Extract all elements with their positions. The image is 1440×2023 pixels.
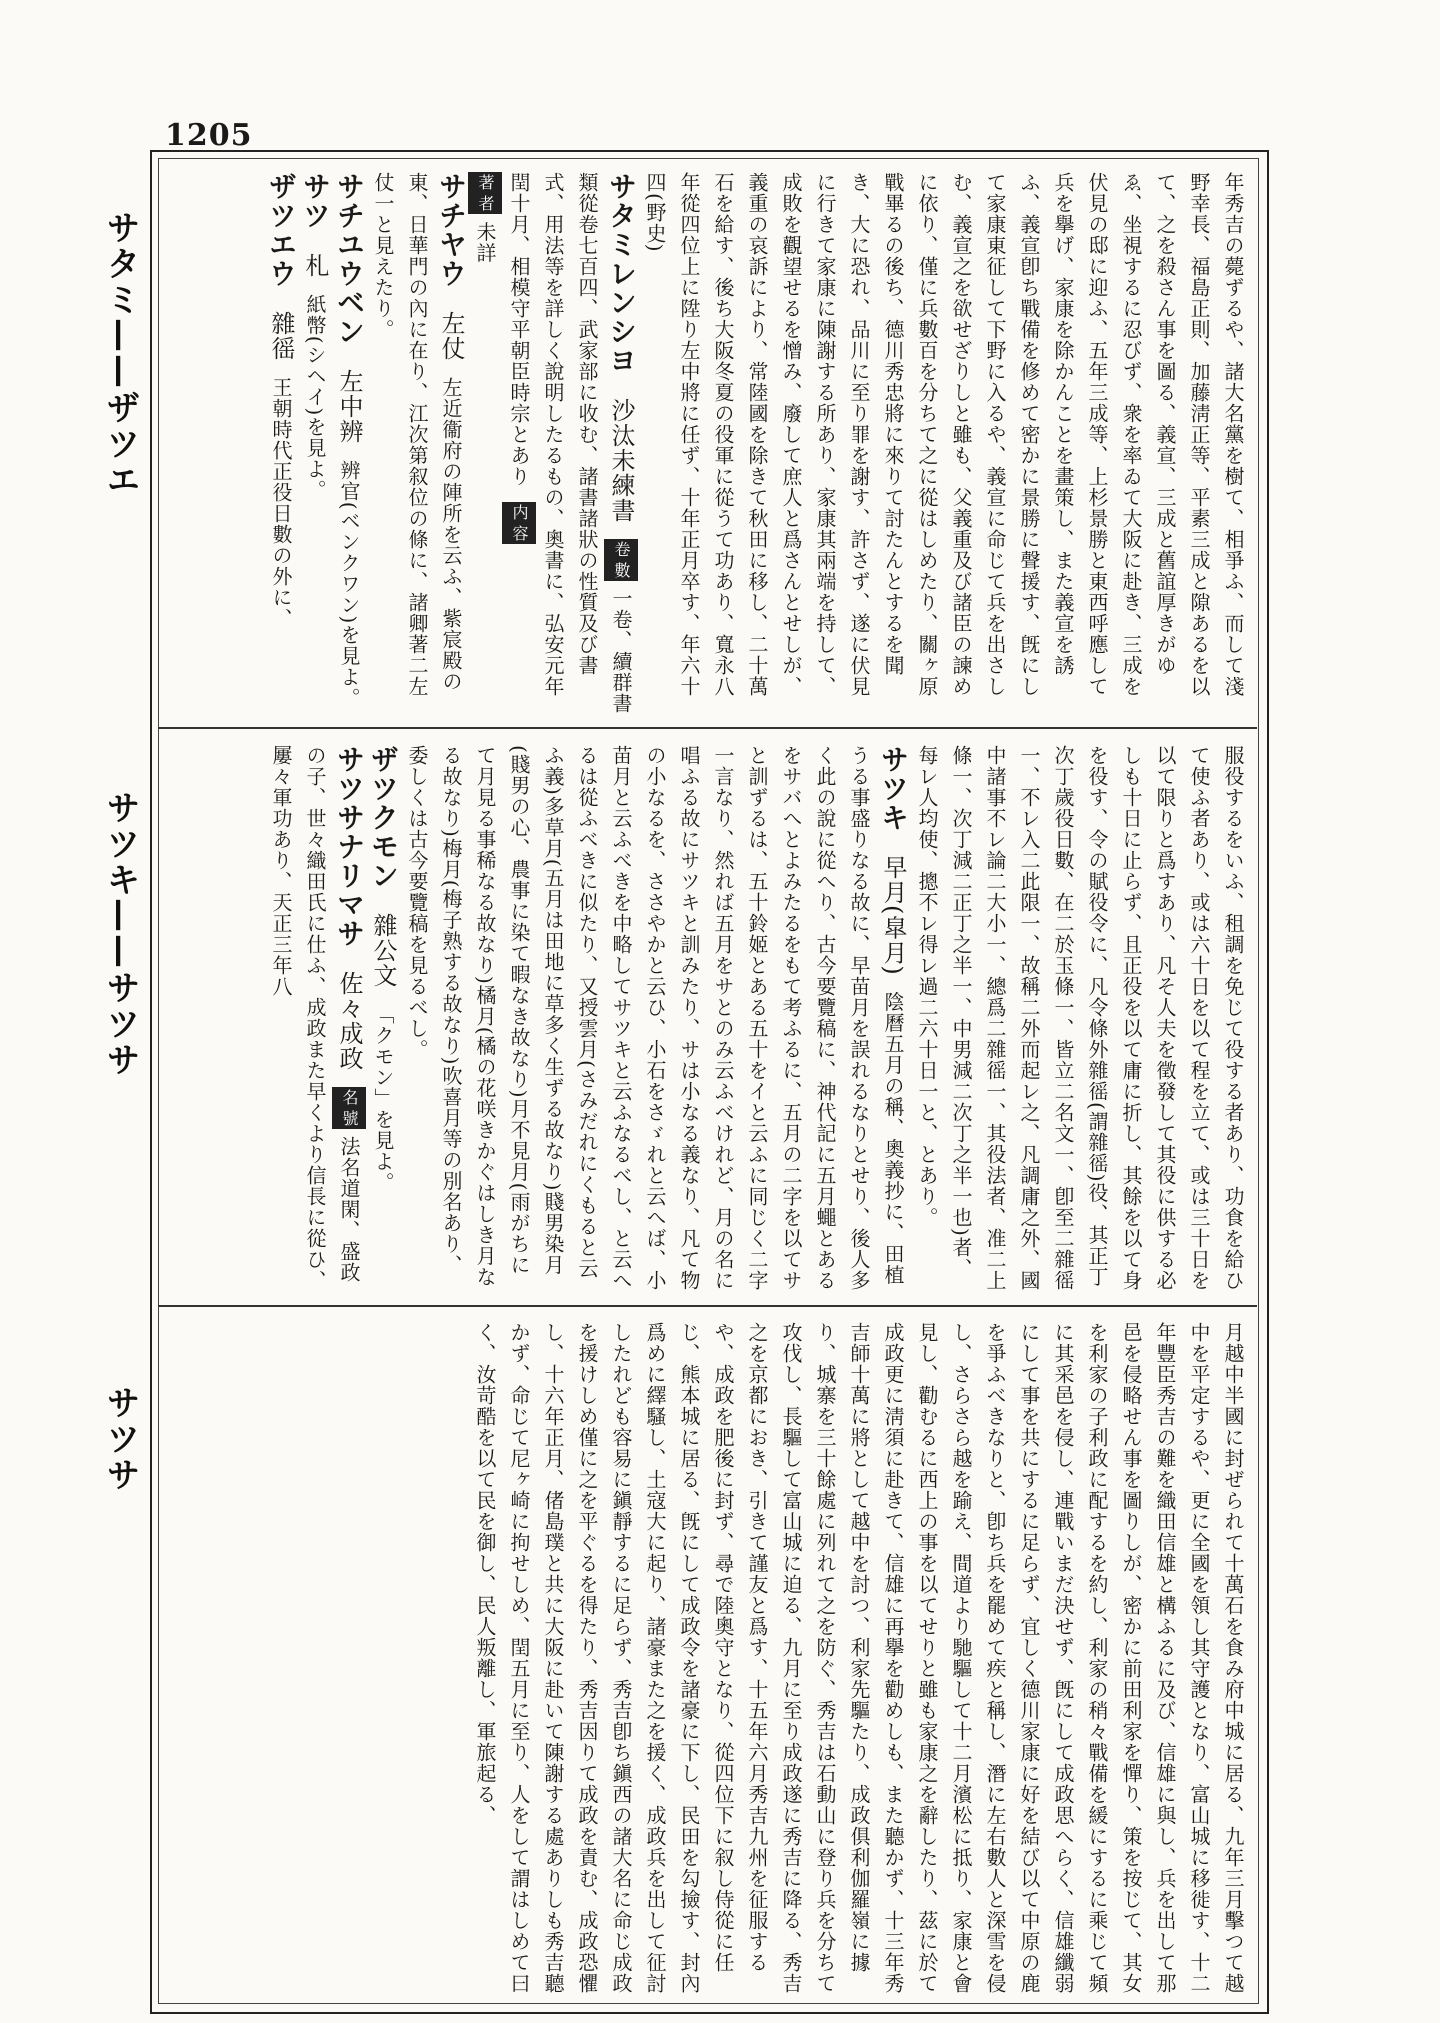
top-continuation: 年秀吉の薨ずるや、諸大名黨を樹て、相爭ふ、而して淺野幸長、福島正則、加藤淸正等、平素三成と隙あるを以て、之を殺さん事を圖る、義宣、三成と舊誼厚きがゆゑ、坐視するに忍びず、衆を率ゐて大阪に赴き、三成を伏見の邸に迎ふ、五年三成等、上杉景勝と東西呼應して兵を擧げ、家康を除かんことを畫策し、また義宣を誘ふ、義宣卽ち戰備を修めて密かに景勝に聲援す、旣にして家康東征して下野に入るや、義宣に命じて兵を出さしむ、義宣之を欲せざりしと雖も、父義重及び諸臣の諫めに依り、僅に兵數百を分ちて之に從はしめたり、關ヶ原戰畢るの後ち、德川秀忠將に來りて討たんとするを聞き、大に恐れ、品川に至り罪を謝す、許さず、遂に伏見に行きて家康に陳謝する所あり、家康其兩端を持して、成敗を觀望せるを憎み、廢して庶人と爲さんとせしが、義重の哀訴により、常陸國を除きて秋田に移し、二十萬石を給す、後ち大阪冬夏の役軍に從うて功あり、寬永八年從四位上に陞り左中將に任ず、十年正月卒す、年六十四(野史) [643,172,1245,697]
bottom-continuation: 月越中半國に封ぜられて十萬石を食み府中城に居る、九年三月擊つて越中を平定するや、更に全國を領し其守護となり、富山城に移徙す、十二年豐臣秀吉の難を織田信雄と構ふるに及び、信雄に與し、兵を出して那邑を侵略せん事を圖りしが、密かに前田利家を憚り、策を按じて、其女を利家の子利政に配するを約し、利家の稍々戰備を緩にするに乘じて頻に其采邑を侵し、連戰いまだ決せず、旣にして成政思へらく、信雄纖弱にして事を共にするに足らず、宜しく德川家康に好を結び以て中原の鹿を爭ふべきなりと、卽ち兵を罷めて疾と稱し、潛に左右數人と深雪を侵し、さらさら越を踰え、間道より馳驅して十二月濱松に抵り、家康と會見し、勸むるに西上の事を以てせりと雖も家康之を辭したり、茲に於て成政更に淸須に赴きて、信雄に再擧を勸めしも、また聽かず、十三年秀吉師十萬に將として越中を討つ、利家先驅たり、成政俱利伽羅嶺に據り、城寨を三十餘處に列れて之を防ぐ、秀吉は石動山に登り兵を分ちて攻伐し、長驅して富山城に迫る、九月に至り成政遂に秀吉に降る、秀吉之を京都におき、引きて謹友と爲す、十五年六月秀吉九州を征服するや、成政を肥後に封ず、尋で陸奧守となり、從四位下に叙し侍從に任じ、熊本城に居る、旣にして成政令を諸豪に下し、民田を勾撿す、封內爲めに繹騷し、土寇大に起り、諸豪また之を援く、成政兵を出して征討したれども容易に鎭靜するに足らず、秀吉卽ち鎭西の諸大名に命じ成政を援けしめ僅に之を平ぐるを得たり、秀吉因りて成政を責む、成政恐懼し、十六年正月、偖島璞と共に大阪に赴いて陳謝する處ありしも秀吉聽かず、命じて尼ヶ崎に拘せしめ、閏五月に至り、人をして謂はしめて曰く、汝苛酷を以て民を御し、民人叛離し、軍旅起る、 [473,1322,1245,1994]
entry-text: 未詳 [473,221,497,264]
entry-text: 法名道閑、盛政の子、世々織田氏に仕ふ、成政また早くより信長に從ひ、屢々軍功あり、天正三年八 [269,745,361,1291]
headword: サチヤウ [435,172,468,288]
headword-kanji: 早月(皐月) [879,855,907,977]
entry-text: 陰曆五月の稱、奧義抄に、田植うる事盛りなる故に、早苗月を誤れるなりとせり、後人多く此の說に從へり、古今要覽稿に、神代記に五月蠅とあるをサバへとよみたるをもて考ふるに、五月の二字を以てサと訓ずるは、五十鈴姬とある五十をイと云ふに同じく二字一言なり、然れば五月をサとのみ云ふべけれど、月の名に唱ふる故にサツキと訓みたり、サは小なる義なり、凡て物の小なるを、ささやかと云ひ、小石をさゞれと云へば、小苗月と云ふべきを中略してサツキと云ふなるべし、と云へるは從ふべきに似たり、又授雲月(さみだれにくもると云ふ義)多草月(五月は田地に草多く生ずる故なり)賤男染月(賤男の心、農事に染て暇なき故なり)月不見月(雨がちにて月見る事稀なる故なり)橘月(橘の花咲きかぐはしき月なる故なり)梅月(梅子熟する故なり)吹喜月等の別名あり、委しくは古今要覽稿を見るべし。 [405,745,905,1291]
headword-kanji: 沙汰未練書 [607,398,635,524]
section-divider-1 [158,727,1257,729]
headword-kanji: 佐々成政 [335,971,363,1072]
label-tag: 内 [502,502,536,523]
top-section [168,172,1250,717]
entry-satsuki [400,745,910,1293]
headword: サツ [299,172,332,230]
entry-text: 紙幣(シヘイ)を見よ。 [303,293,327,501]
headword-kanji: 雜徭 [267,311,295,362]
label-tag: 卷 [604,539,638,560]
entry-satsusanarimasa [264,745,366,1293]
headword: ザツエウ [265,172,298,288]
running-head-top: サタミ——ザツエ [100,210,140,498]
headword-kanji: 札 [301,253,329,279]
entry-satamirenshiyo [502,172,638,717]
entry-text: 「クモン」を見よ。 [371,1003,395,1193]
entry-sachiyuuben [332,172,366,717]
bottom-section [168,1322,1250,1997]
entry-text: 王朝時代正役日數の外に、 [269,376,293,629]
label-tag: 容 [502,523,536,544]
entry-sachiyau [366,172,468,717]
label-tag: 號 [332,1108,366,1129]
label-tag: 著 [468,172,502,193]
entry-author-note [468,172,502,717]
headword: サツキ [877,745,910,832]
entry-satsu [298,172,332,717]
headword: サチユウベン [333,172,366,346]
entry-text: 左近衞府の陣所を云ふ、紫宸殿の東、日華門の內に在り、江次第叙位の條に、諸卿著二左仗一と見えたり。 [371,172,463,697]
middle-section [168,745,1250,1293]
headword-kanji: 左中辨 [335,369,363,445]
label-tag: 數 [604,560,638,581]
label-tag: 名 [332,1087,366,1108]
entry-zatsukumon [366,745,400,1293]
headword-kanji: 雜公文 [369,913,397,989]
headword: ザツクモン [367,745,400,890]
running-head-bottom: サツサ [100,1385,140,1493]
headword-kanji: 左仗 [437,311,465,362]
headword: サタミレンシヨ [605,172,638,375]
label-tag: 者 [468,193,502,214]
entry-zatsueu [264,172,298,717]
entry-text: 辨官(ベンクワン)を見よ。 [337,459,361,709]
section-divider-2 [158,1305,1257,1307]
middle-continuation: 服役するをいふ、租調を免じて役する者あり、功食を給ひて使ふ者あり、或は六十日を以て程を立て、或は三十日を以て限りと爲すあり、凡そ人夫を徵發して其役に供する必しも十日に止らず、且正役を以て庸に折し、其餘を以て身を役す、令の賦役令に、凡令條外雜徭(謂雜徭)役、其正丁次丁歲役日數、在二於玉條一、皆立二名文一、卽至二雜徭一、不レ入二此限一、故稱二外而起レ之、凡調庸之外、國中諸事不レ論二大小一、總爲二雜徭一、其役法者、准二上條一、次丁減二正丁之半一、中男減二次丁之半一也)者、每レ人均使、摠不レ得レ過二六十日一と、とあり。 [915,745,1245,1291]
page-number: 1205 [165,118,253,153]
running-head-middle: サツキ——サツサ [100,790,140,1078]
entry-text: 一卷、續群書類從卷七百四、武家部に收む、諸書諸狀の性質及び書式、用法等を詳しく說明したるもの、奧書に、弘安元年閏十月、相模守平朝臣時宗とあり [507,172,633,715]
headword: サツサナリマサ [333,745,366,948]
